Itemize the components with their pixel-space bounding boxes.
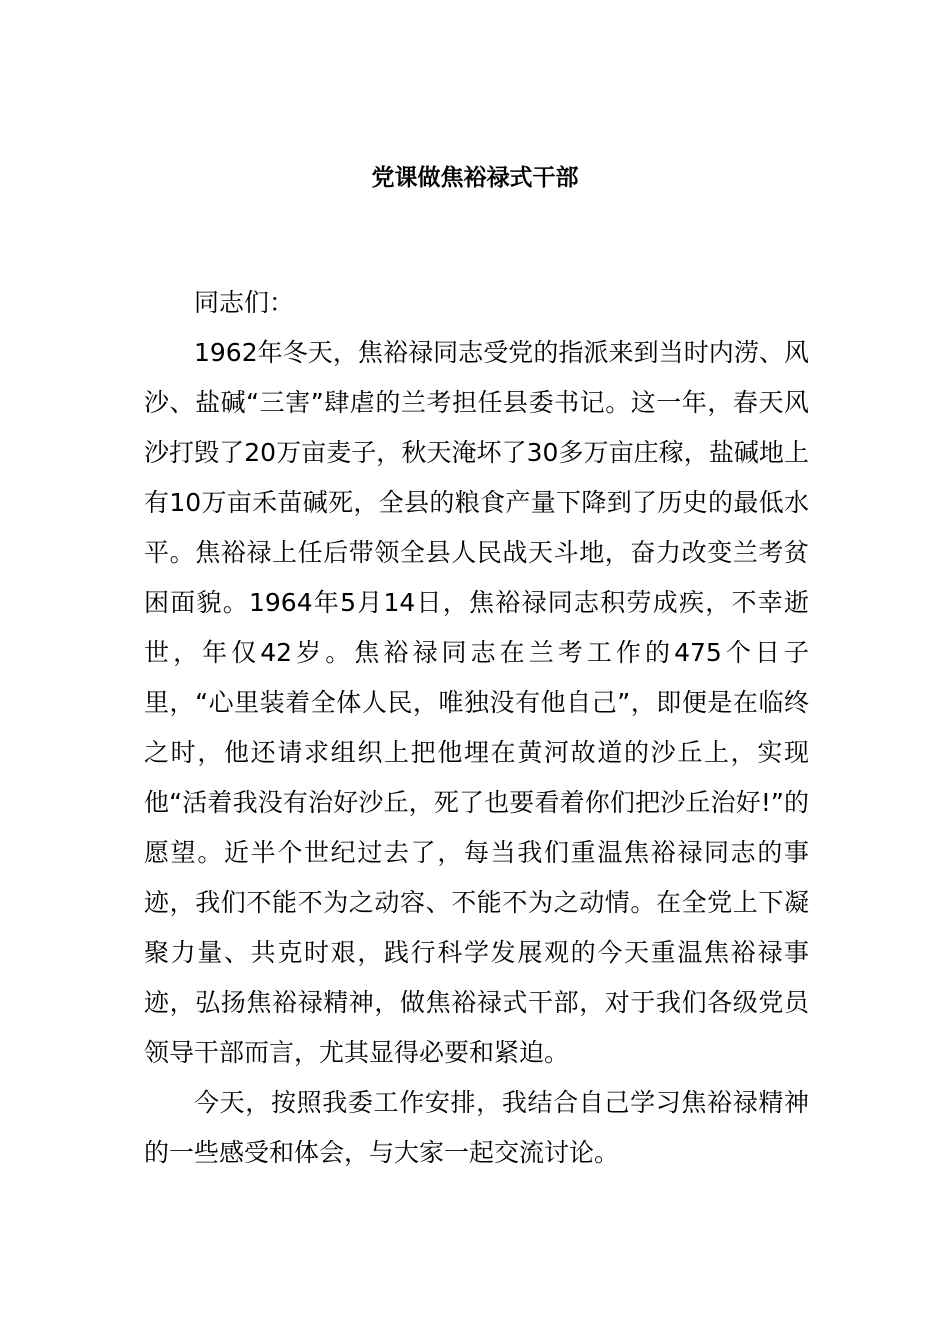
document-body bbox=[144, 278, 809, 1178]
document-title: 党课做焦裕禄式干部 bbox=[371, 165, 579, 191]
paragraph-intro: 1962年冬天，焦裕禄同志受党的指派来到当时内涝、风沙、盐碱“三害”肆虐的兰考担任县委书记。这一年，春天风沙打毁了20万亩麦子，秋天淹坏了30多万亩庄稼，盐碱地上有10万亩禾苗碱死，全县的粮食产量下降到了历史的最低水平。焦裕禄上任后带领全县人民战天斗地，奋力改变兰考贫困面貌。1964年5月14日，焦裕禄同志积劳成疾，不幸逝世，年仅42岁。焦裕禄同志在兰考工作的475个日子里，“心里装着全体人民，唯独没有他自己”，即便是在临终之时，他还请求组织上把他埋在黄河故道的沙丘上，实现他“活着我没有治好沙丘，死了也要看着你们把沙丘治好!”的愿望。近半个世纪过去了，每当我们重温焦裕禄同志的事迹，我们不能不为之动容、不能不为之动情。在全党上下凝聚力量、共克时艰，践行科学发展观的今天重温焦裕禄事迹，弘扬焦裕禄精神，做焦裕禄式干部，对于我们各级党员领导干部而言，尤其显得必要和紧迫。 bbox=[144, 338, 809, 1067]
salutation: 同志们： bbox=[194, 288, 295, 317]
paragraph-purpose: 今天，按照我委工作安排，我结合自己学习焦裕禄精神的一些感受和体会，与大家一起交流讨论。 bbox=[144, 1088, 809, 1167]
